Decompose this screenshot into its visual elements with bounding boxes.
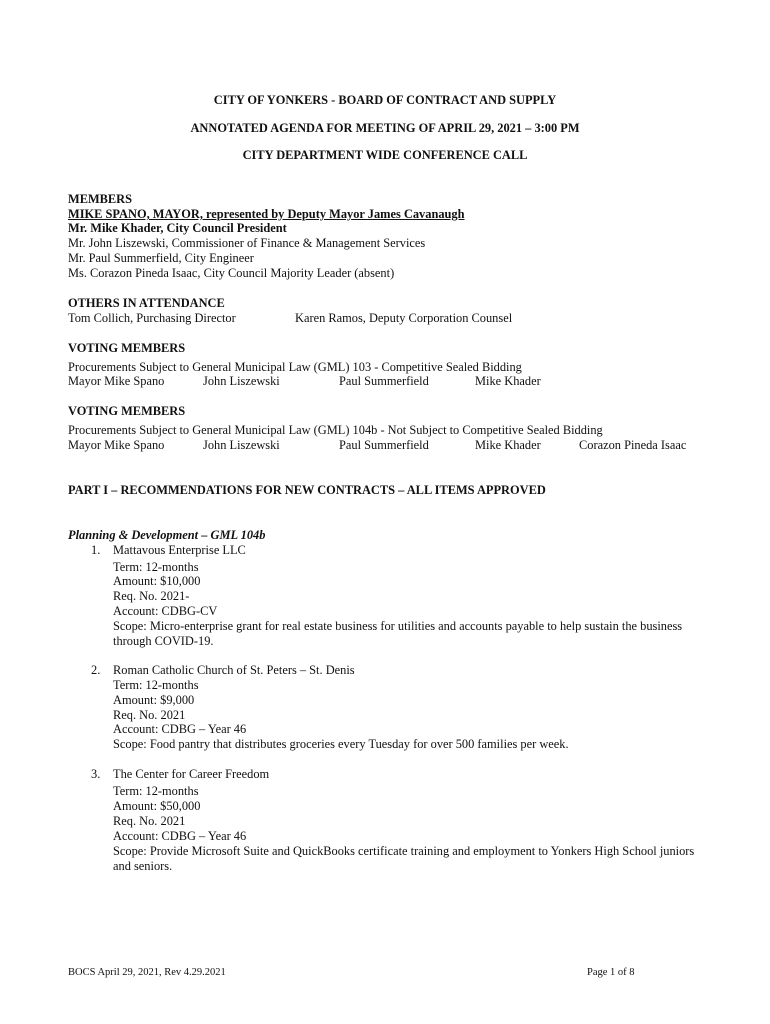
item-scope: Scope: Micro-enterprise grant for real estate business for utilities and accounts payable to help sustain the business through COVID-19. [113,619,683,648]
item-term: Term: 12-months [113,678,199,692]
voter-name: John Liszewski [203,374,280,388]
voter-name: Mike Khader [475,374,541,388]
voter-name: Corazon Pineda Isaac [579,438,687,452]
voting-description-103: Procurements Subject to General Municipal Law (GML) 103 - Competitive Sealed Bidding [68,360,522,374]
section-heading: Planning & Development – GML 104b [68,528,266,542]
item-req: Req. No. 2021 [113,708,186,722]
item-amount: Amount: $9,000 [113,693,195,707]
item-req: Req. No. 2021- [113,589,190,603]
item-number: 3. [91,767,101,781]
voter-name: Mayor Mike Spano [68,438,165,452]
voting-heading-104b: VOTING MEMBERS [68,404,186,418]
item-account: Account: CDBG – Year 46 [113,722,247,736]
member-engineer: Mr. Paul Summerfield, City Engineer [68,251,254,265]
others-heading: OTHERS IN ATTENDANCE [68,296,225,310]
item-account: Account: CDBG-CV [113,604,218,618]
header-agenda: ANNOTATED AGENDA FOR MEETING OF APRIL 29, 2021 – 3:00 PM [190,121,580,135]
voter-name: Paul Summerfield [339,374,429,388]
others-name-2: Karen Ramos, Deputy Corporation Counsel [295,311,513,325]
header-call: CITY DEPARTMENT WIDE CONFERENCE CALL [242,148,528,162]
others-name-1: Tom Collich, Purchasing Director [68,311,236,325]
voting-heading-103: VOTING MEMBERS [68,341,186,355]
voter-name: John Liszewski [203,438,280,452]
item-amount: Amount: $50,000 [113,799,201,813]
item-name: Mattavous Enterprise LLC [113,543,246,557]
item-number: 2. [91,663,101,677]
voting-description-104b: Procurements Subject to General Municipal Law (GML) 104b - Not Subject to Competitive Sealed Bidding [68,423,603,437]
member-mayor: MIKE SPANO, MAYOR, represented by Deputy Mayor James Cavanaugh [68,207,465,221]
item-name: Roman Catholic Church of St. Peters – St. Denis [113,663,355,677]
item-scope: Scope: Food pantry that distributes groceries every Tuesday for over 500 families per week. [113,737,569,751]
members-heading: MEMBERS [68,192,133,206]
voter-name: Paul Summerfield [339,438,429,452]
member-majority-leader: Ms. Corazon Pineda Isaac, City Council Majority Leader (absent) [68,266,395,280]
item-account: Account: CDBG – Year 46 [113,829,247,843]
voter-name: Mike Khader [475,438,541,452]
footer-page-number: Page 1 of 8 [587,967,635,978]
header-title: CITY OF YONKERS - BOARD OF CONTRACT AND SUPPLY [213,93,557,107]
voter-name: Mayor Mike Spano [68,374,165,388]
member-finance: Mr. John Liszewski, Commissioner of Finance & Management Services [68,236,426,250]
item-number: 1. [91,543,101,557]
item-name: The Center for Career Freedom [113,767,270,781]
part1-heading: PART I – RECOMMENDATIONS FOR NEW CONTRACTS – ALL ITEMS APPROVED [68,483,546,497]
item-amount: Amount: $10,000 [113,574,201,588]
footer-revision: BOCS April 29, 2021, Rev 4.29.2021 [68,967,226,978]
item-term: Term: 12-months [113,784,199,798]
item-req: Req. No. 2021 [113,814,186,828]
member-council-president: Mr. Mike Khader, City Council President [68,221,287,235]
item-term: Term: 12-months [113,560,199,574]
item-scope: Scope: Provide Microsoft Suite and QuickBooks certificate training and employment to Yonkers High School juniors and seniors. [113,844,695,873]
